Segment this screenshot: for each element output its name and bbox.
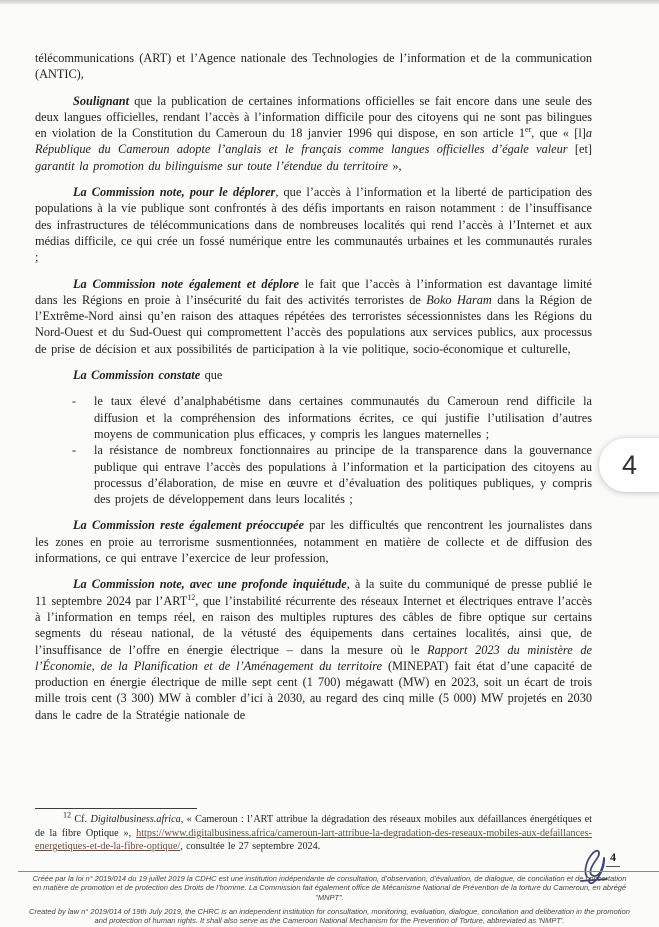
paragraph-note-egalement-deplore (35, 276, 592, 357)
text-segment: La Commission reste également préoccupée (73, 518, 304, 533)
text-segment: télécommunications (ART) et l’Agence nationale des Technologies de l’information et de la communication (ANTIC), (35, 51, 592, 82)
paragraph-soulignant (35, 93, 592, 174)
text-segment: La Commission note, pour le déplorer (73, 185, 276, 200)
text-segment: Boko Haram (426, 292, 492, 307)
text-segment: que (200, 368, 223, 383)
page-footer (28, 874, 631, 925)
document-body (35, 50, 592, 733)
bullet-text (94, 442, 592, 507)
paragraph-antic-continuation (35, 50, 592, 83)
paragraph-note-profonde-inquietude (35, 576, 592, 723)
footer-text-french: Créée par la loi n° 2019/014 du 19 juillet 2019 la CDHC est une institution indépendante de consultation, d’observation, d’évaluation, de dialogue, de conciliation et de concertation en matière de promotion et de protection des Droits de l’homme. La Commission fait également office de Mécanisme National de Prévention de la torture du Cameroun, en abrégé "MNPT". (32, 874, 627, 902)
text-segment: la résistance de nombreux fonctionnaires au principe de la transparence dans la gouvernance publique qui entrave l’accès des populations à l’information et la participation des citoyens au processus d’élaboration, de mise en œuvre et d’évaluation des politiques publiques, y compris des projets de développement dans leurs localités ; (94, 443, 592, 507)
text-segment: 12 (63, 810, 71, 820)
text-segment: le fait que l’accès à l’information est davantage limité dans les Régions en proie à l’insécurité du fait des activités terroristes de (35, 276, 592, 307)
paragraph-note-pour-le-deplorer (35, 184, 592, 265)
text-segment: , que « [l] (531, 126, 586, 141)
text-segment: La Commission constate (73, 368, 201, 383)
text-segment: le taux élevé d’analphabétisme dans certaines communautés du Cameroun rend difficile la diffusion et la compréhension des informations écrites, ce qui justifie l’utilisation d’autres moyens de communication plus efficaces, y compris les langues maternelles ; (94, 394, 592, 441)
text-segment: La Commission note, avec une profonde inquiétude (73, 577, 347, 592)
bullet-dash: - (72, 443, 77, 458)
text-segment: (MINEPAT) fait état d’une capacité de production en énergie électrique de mille sept cent (1 700) mégawatt (MW) en 2023, soit un écart de trois mille trois cent (3 300) MW à combler d’ici à 2030, au regard des cinq mille (5 000) MW projetés en 2030 dans le cadre de la Stratégie nationale de (35, 658, 592, 722)
text-segment: , à la suite du communiqué de presse publié le 11 septembre 2024 par l’ART (35, 577, 592, 608)
text-segment: dans la Région de l’Extrême-Nord ainsi qu’en raison des attaques répétées des terroristes sécessionnistes dans les Régions du Nord-Ouest et du Sud-Ouest qui compromettent l’accès des populations aux services publics, aux processus de prise de décision et aux possibilités de participation à la vie politique, socio-économique et culturelle, (35, 292, 592, 356)
text-segment: Digitalbusiness.africa (90, 814, 181, 825)
text-segment: , consultée le 27 septembre 2024. (180, 841, 321, 853)
footnote-url-link[interactable]: https://www.digitalbusiness.africa/cameroun-lart-attribue-la-degradation-des-reseaux-mobiles-aux-defaillances-energetiques-et-de-la-fibre-optique/ (35, 827, 592, 853)
bullet-dash: - (72, 394, 77, 409)
paragraph-constate (35, 367, 592, 383)
footnote-12 (35, 810, 592, 854)
text-segment: , que l’accès à l’information et la liberté de participation des populations à la vie publique sont confrontés à des défis importants en raison notamment : de l’insuffisance des infrastructures de télécommunications dans de nombreuses localités qui rend l’accès à l’Internet et aux médias difficile, ce qui crée un fossé numérique entre les communautés urbaines et les communautés rurales ; (35, 185, 592, 265)
text-segment: », (387, 158, 402, 173)
text-segment: par les difficultés que rencontrent les journalistes dans les zones en proie au terrorisme susmentionnées, notamment en matière de collecte et de diffusion des informations, ce qui entrave l’exercice de leur profession, (35, 518, 592, 566)
text-segment: , que l’instabilité récurrente des réseaux Internet et électriques entrave l’accès à l’information en temps réel, en raison des multiples ruptures des câbles de fibre optique sur certains segments du réseau national, de la vétusté des équipements dans certaines localités, ainsi que, de l’insuffisance de l’offre en énergie électrique – dans la mesure où le (35, 593, 592, 657)
text-segment: er (525, 125, 532, 135)
text-segment: a République du Cameroun adopte l’anglais et le français comme langues officielles d’égale valeur (35, 126, 592, 157)
text-segment: Soulignant (73, 93, 130, 108)
footnote-separator (35, 808, 197, 809)
text-segment: 12 (187, 592, 196, 602)
text-segment: que la publication de certaines informations officielles se fait encore dans une seule des deux langues officielles, rendant l’accès à l’information difficile pour des citoyens qui ne sont pas bilingues en violation de la Constitution du Cameroun du 18 janvier 1996 qui dispose, en son article 1 (35, 93, 592, 141)
text-segment: garantit la promotion du bilinguisme sur toute l’étendue du territoire (35, 158, 388, 173)
footer-divider (18, 871, 659, 872)
text-segment: [et] (567, 142, 592, 157)
page-indicator-pill[interactable] (599, 438, 659, 492)
printed-page-number: 4 (606, 850, 620, 867)
footnote-text (35, 810, 592, 853)
text-segment: , « Cameroun : l’ART attribue la dégradation des réseaux mobiles aux défaillances énergétiques et de la fibre Optique », (35, 814, 592, 839)
bullet-text (94, 393, 592, 442)
paragraph-reste-preoccupee (35, 517, 592, 566)
text-segment: Rapport 2023 du ministère de l’Économie, de la Planification et de l’Aménagement du territoire (35, 642, 592, 673)
text-segment: La Commission note également et déplore (73, 276, 299, 291)
text-segment: Cf. (71, 814, 91, 825)
footer-text-english: Created by law n° 2019/014 of 19th July 2019, the CHRC is an independent institution for consultation, monitoring, evaluation, dialogue, conciliation and deliberation in the promotion and protection of human rights. It shall also serve as the Cameroon National Mechanism for the Prevention of Torture, abbreviated as 'NMPT'. (29, 906, 630, 926)
bullet-item-analphabetisme (35, 393, 592, 442)
bullet-list (35, 393, 592, 507)
page-indicator-label: 4 (622, 449, 638, 480)
bullet-item-resistance (35, 442, 592, 507)
page-top-edge (0, 0, 659, 4)
